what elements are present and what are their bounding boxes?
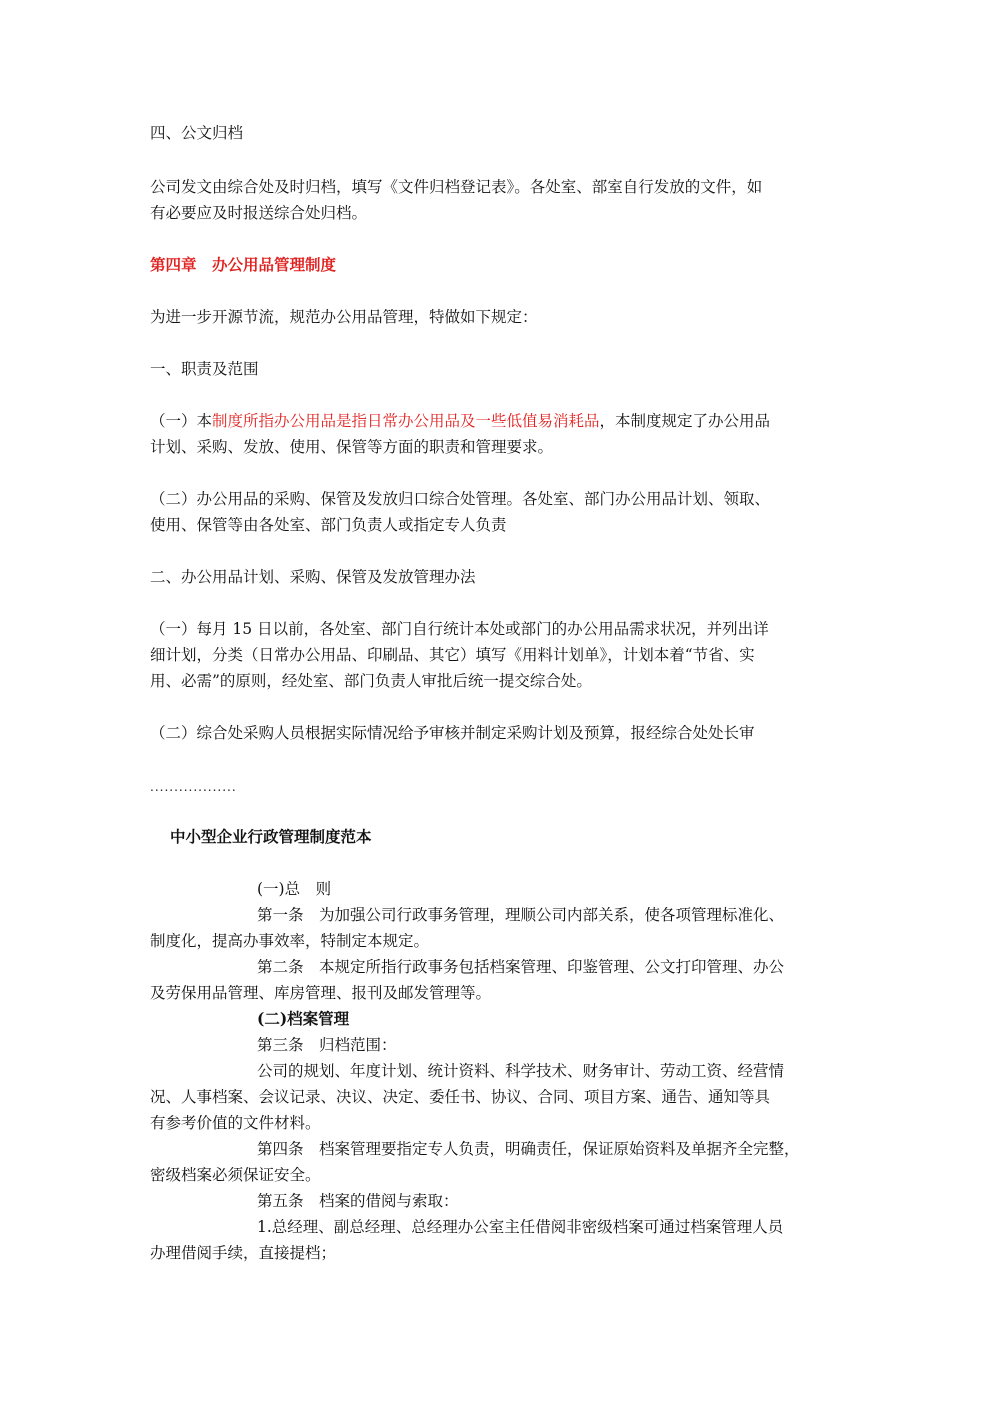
item-suffix: ，本制度规定了办公用品: [599, 412, 771, 430]
paragraph-line: 细计划，分类（日常办公用品、印刷品、其它）填写《用料计划单》，计划本着“节省、实: [150, 646, 755, 664]
item-prefix: （一）本: [150, 412, 213, 430]
article-line: 公司的规划、年度计划、统计资料、科学技术、财务审计、劳动工资、经营情: [257, 1062, 785, 1080]
template-title: 中小型企业行政管理制度范本: [170, 827, 372, 846]
article-line: 及劳保用品管理、库房管理、报刊及邮发管理等。: [150, 984, 492, 1002]
paragraph-line: （二）办公用品的采购、保管及发放归口综合处管理。各处室、部门办公用品计划、领取、: [150, 490, 771, 508]
archive-management-heading: (二)档案管理: [257, 1009, 350, 1028]
chapter-title: 第四章 办公用品管理制度: [150, 255, 337, 274]
article-line: 密级档案必须保证安全。: [150, 1166, 321, 1184]
article-line: 第五条 档案的借阅与索取：: [257, 1192, 459, 1210]
paragraph-line: 计划、采购、发放、使用、保管等方面的职责和管理要求。: [150, 438, 554, 456]
article-line: 1.总经理、副总经理、总经理办公室主任借阅非密级档案可通过档案管理人员: [257, 1218, 784, 1236]
article-line: 第二条 本规定所指行政事务包括档案管理、印鉴管理、公文打印管理、办公: [257, 958, 785, 976]
paragraph-line: 使用、保管等由各处室、部门负责人或指定专人负责: [150, 516, 507, 534]
article-line: 第四条 档案管理要指定专人负责，明确责任，保证原始资料及单据齐全完整，: [257, 1140, 800, 1158]
paragraph-line: [150, 410, 850, 432]
general-provisions-heading: (一)总 则: [257, 880, 332, 898]
paragraph-line: （一）每月 15 日以前，各处室、部门自行统计本处或部门的办公用品需求状况，并列出详: [150, 620, 769, 638]
article-line: 有参考价值的文件材料。: [150, 1114, 321, 1132]
paragraph-line: 有必要应及时报送综合处归档。: [150, 204, 368, 222]
article-line: 制度化，提高办事效率，特制定本规定。: [150, 932, 430, 950]
article-line: 办理借阅手续，直接提档；: [150, 1244, 337, 1262]
paragraph-line: （二）综合处采购人员根据实际情况给予审核并制定采购计划及预算，报经综合处处长审: [150, 724, 755, 742]
section-heading-duties: 一、职责及范围: [150, 360, 259, 378]
section-heading-procedures: 二、办公用品计划、采购、保管及发放管理办法: [150, 568, 476, 586]
ellipsis-separator: ..................: [150, 780, 237, 794]
section-four-heading: 四、公文归档: [150, 124, 244, 142]
article-line: 第三条 归档范围：: [257, 1036, 397, 1054]
paragraph-line: 公司发文由综合处及时归档，填写《文件归档登记表》。各处室、部室自行发放的文件，如: [150, 178, 763, 196]
highlighted-definition: 制度所指办公用品是指日常办公用品及一些低值易消耗品: [212, 412, 600, 430]
article-line: 第一条 为加强公司行政事务管理，理顺公司内部关系，使各项管理标准化、: [257, 906, 785, 924]
intro-paragraph: 为进一步开源节流，规范办公用品管理，特做如下规定：: [150, 308, 538, 326]
paragraph-line: 用、必需”的原则，经处室、部门负责人审批后统一提交综合处。: [150, 672, 592, 690]
article-line: 况、人事档案、会议记录、决议、决定、委任书、协议、合同、项目方案、通告、通知等具: [150, 1088, 771, 1106]
